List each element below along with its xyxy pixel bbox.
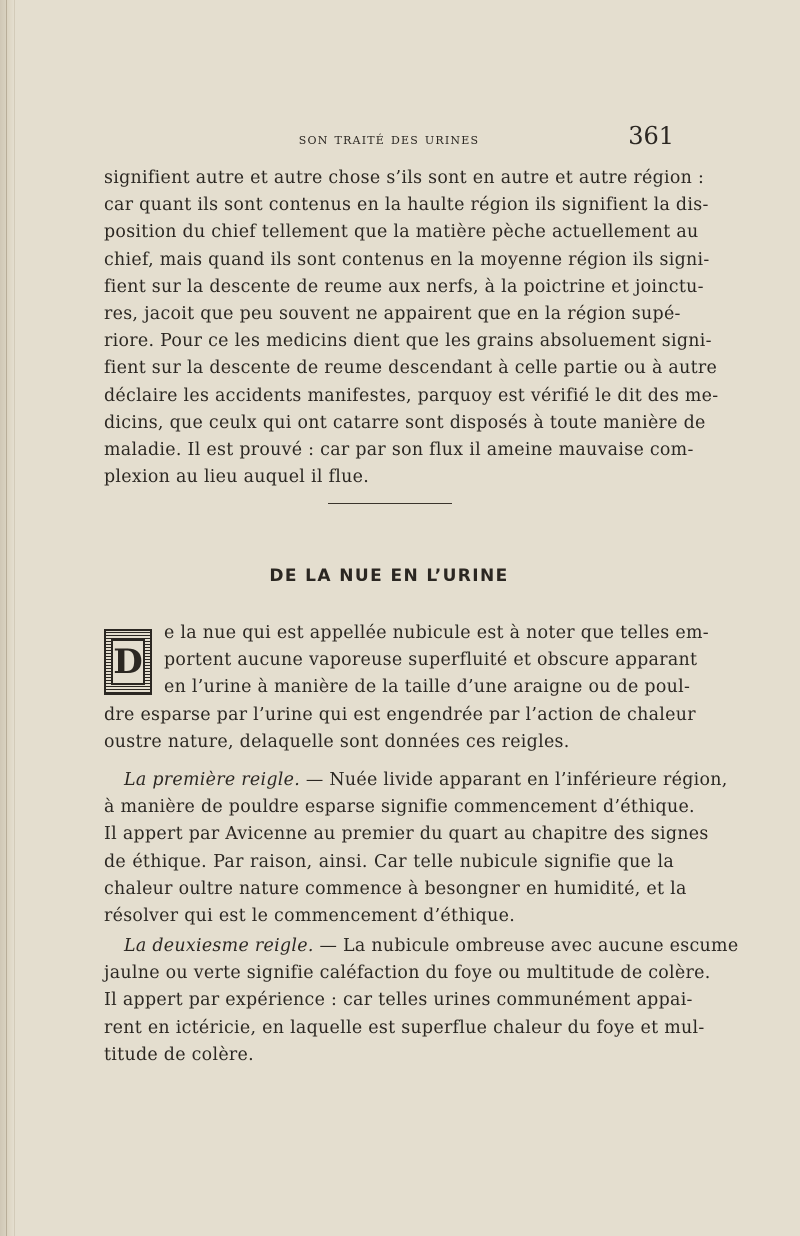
page-binding-edge	[0, 0, 15, 1236]
text-line: plexion au lieu auquel il flue.	[104, 467, 370, 488]
text-line: Il appert par Avicenne au premier du quart au chapitre des signes	[104, 824, 709, 845]
text-line: de éthique. Par raison, ainsi. Car telle nubicule signifie que la	[104, 851, 674, 872]
rule-two-first-line: — La nubicule ombreuse avec aucune escume	[313, 936, 739, 956]
text-line: portent aucune vaporeuse superfluité et obscure apparant	[164, 650, 698, 671]
text-line: Il appert par expérience : car telles urines communément appai-	[104, 990, 693, 1011]
running-title: son traité des urines	[298, 130, 480, 148]
page-number: 361	[628, 122, 674, 150]
section-heading: DE LA NUE EN L’URINE	[269, 566, 509, 586]
rule-two-paragraph	[104, 933, 739, 1069]
rule-one-title: La première reigle.	[124, 770, 301, 790]
text-line: jaulne ou verte signifie caléfaction du foye ou multitude de colère.	[104, 963, 711, 984]
text-line: fient sur la descente de reume descendant à celle partie ou à autre	[104, 358, 718, 379]
dropcap-letter: D	[111, 639, 145, 685]
text-line: car quant ils sont contenus en la haulte région ils signifient la dis-	[104, 195, 709, 216]
text-line: résolver qui est le commencement d’éthique.	[104, 906, 516, 927]
section-divider	[328, 503, 452, 504]
text-line: maladie. Il est prouvé : car par son flux il ameine mauvaise com-	[104, 440, 694, 461]
intro-paragraph	[104, 165, 719, 491]
text-line: en l’urine à manière de la taille d’une araigne ou de poul-	[164, 677, 691, 698]
text-line: dre esparse par l’urine qui est engendrée par l’action de chaleur	[104, 704, 696, 725]
text-line: e la nue qui est appellée nubicule est à noter que telles em-	[164, 623, 709, 643]
text-line: chaleur oultre nature commence à besongner en humidité, et la	[104, 878, 687, 899]
text-line: riore. Pour ce les medicins dient que les grains absoluement signi-	[104, 331, 712, 352]
section-paragraph	[104, 620, 709, 756]
text-line: fient sur la descente de reume aux nerfs, à la poictrine et joinctu-	[104, 276, 704, 297]
running-head	[104, 124, 674, 152]
text-line: dicins, que ceulx qui ont catarre sont disposés à toute manière de	[104, 412, 706, 433]
text-line: titude de colère.	[104, 1044, 254, 1065]
rule-one-paragraph	[104, 767, 728, 930]
text-line	[104, 767, 728, 794]
text-line: oustre nature, delaquelle sont données ces reigles.	[104, 731, 570, 752]
rule-two-title: La deuxiesme reigle.	[124, 936, 314, 956]
text-line: déclaire les accidents manifestes, parquoy est vérifié le dit des me-	[104, 385, 719, 406]
text-line: à manière de pouldre esparse signifie commencement d’éthique.	[104, 797, 695, 818]
text-line: chief, mais quand ils sont contenus en la moyenne région ils signi-	[104, 249, 710, 270]
text-line: res, jacoit que peu souvent ne appairent que en la région supé-	[104, 304, 681, 325]
text-line	[104, 933, 739, 960]
rule-one-first-line: — Nuée livide apparant en l’inférieure région,	[300, 770, 728, 790]
text-line: signifient autre et autre chose s’ils sont en autre et autre région :	[104, 168, 705, 188]
text-line: rent en ictéricie, en laquelle est superflue chaleur du foye et mul-	[104, 1017, 705, 1038]
text-line: position du chief tellement que la matière pèche actuellement au	[104, 222, 699, 243]
